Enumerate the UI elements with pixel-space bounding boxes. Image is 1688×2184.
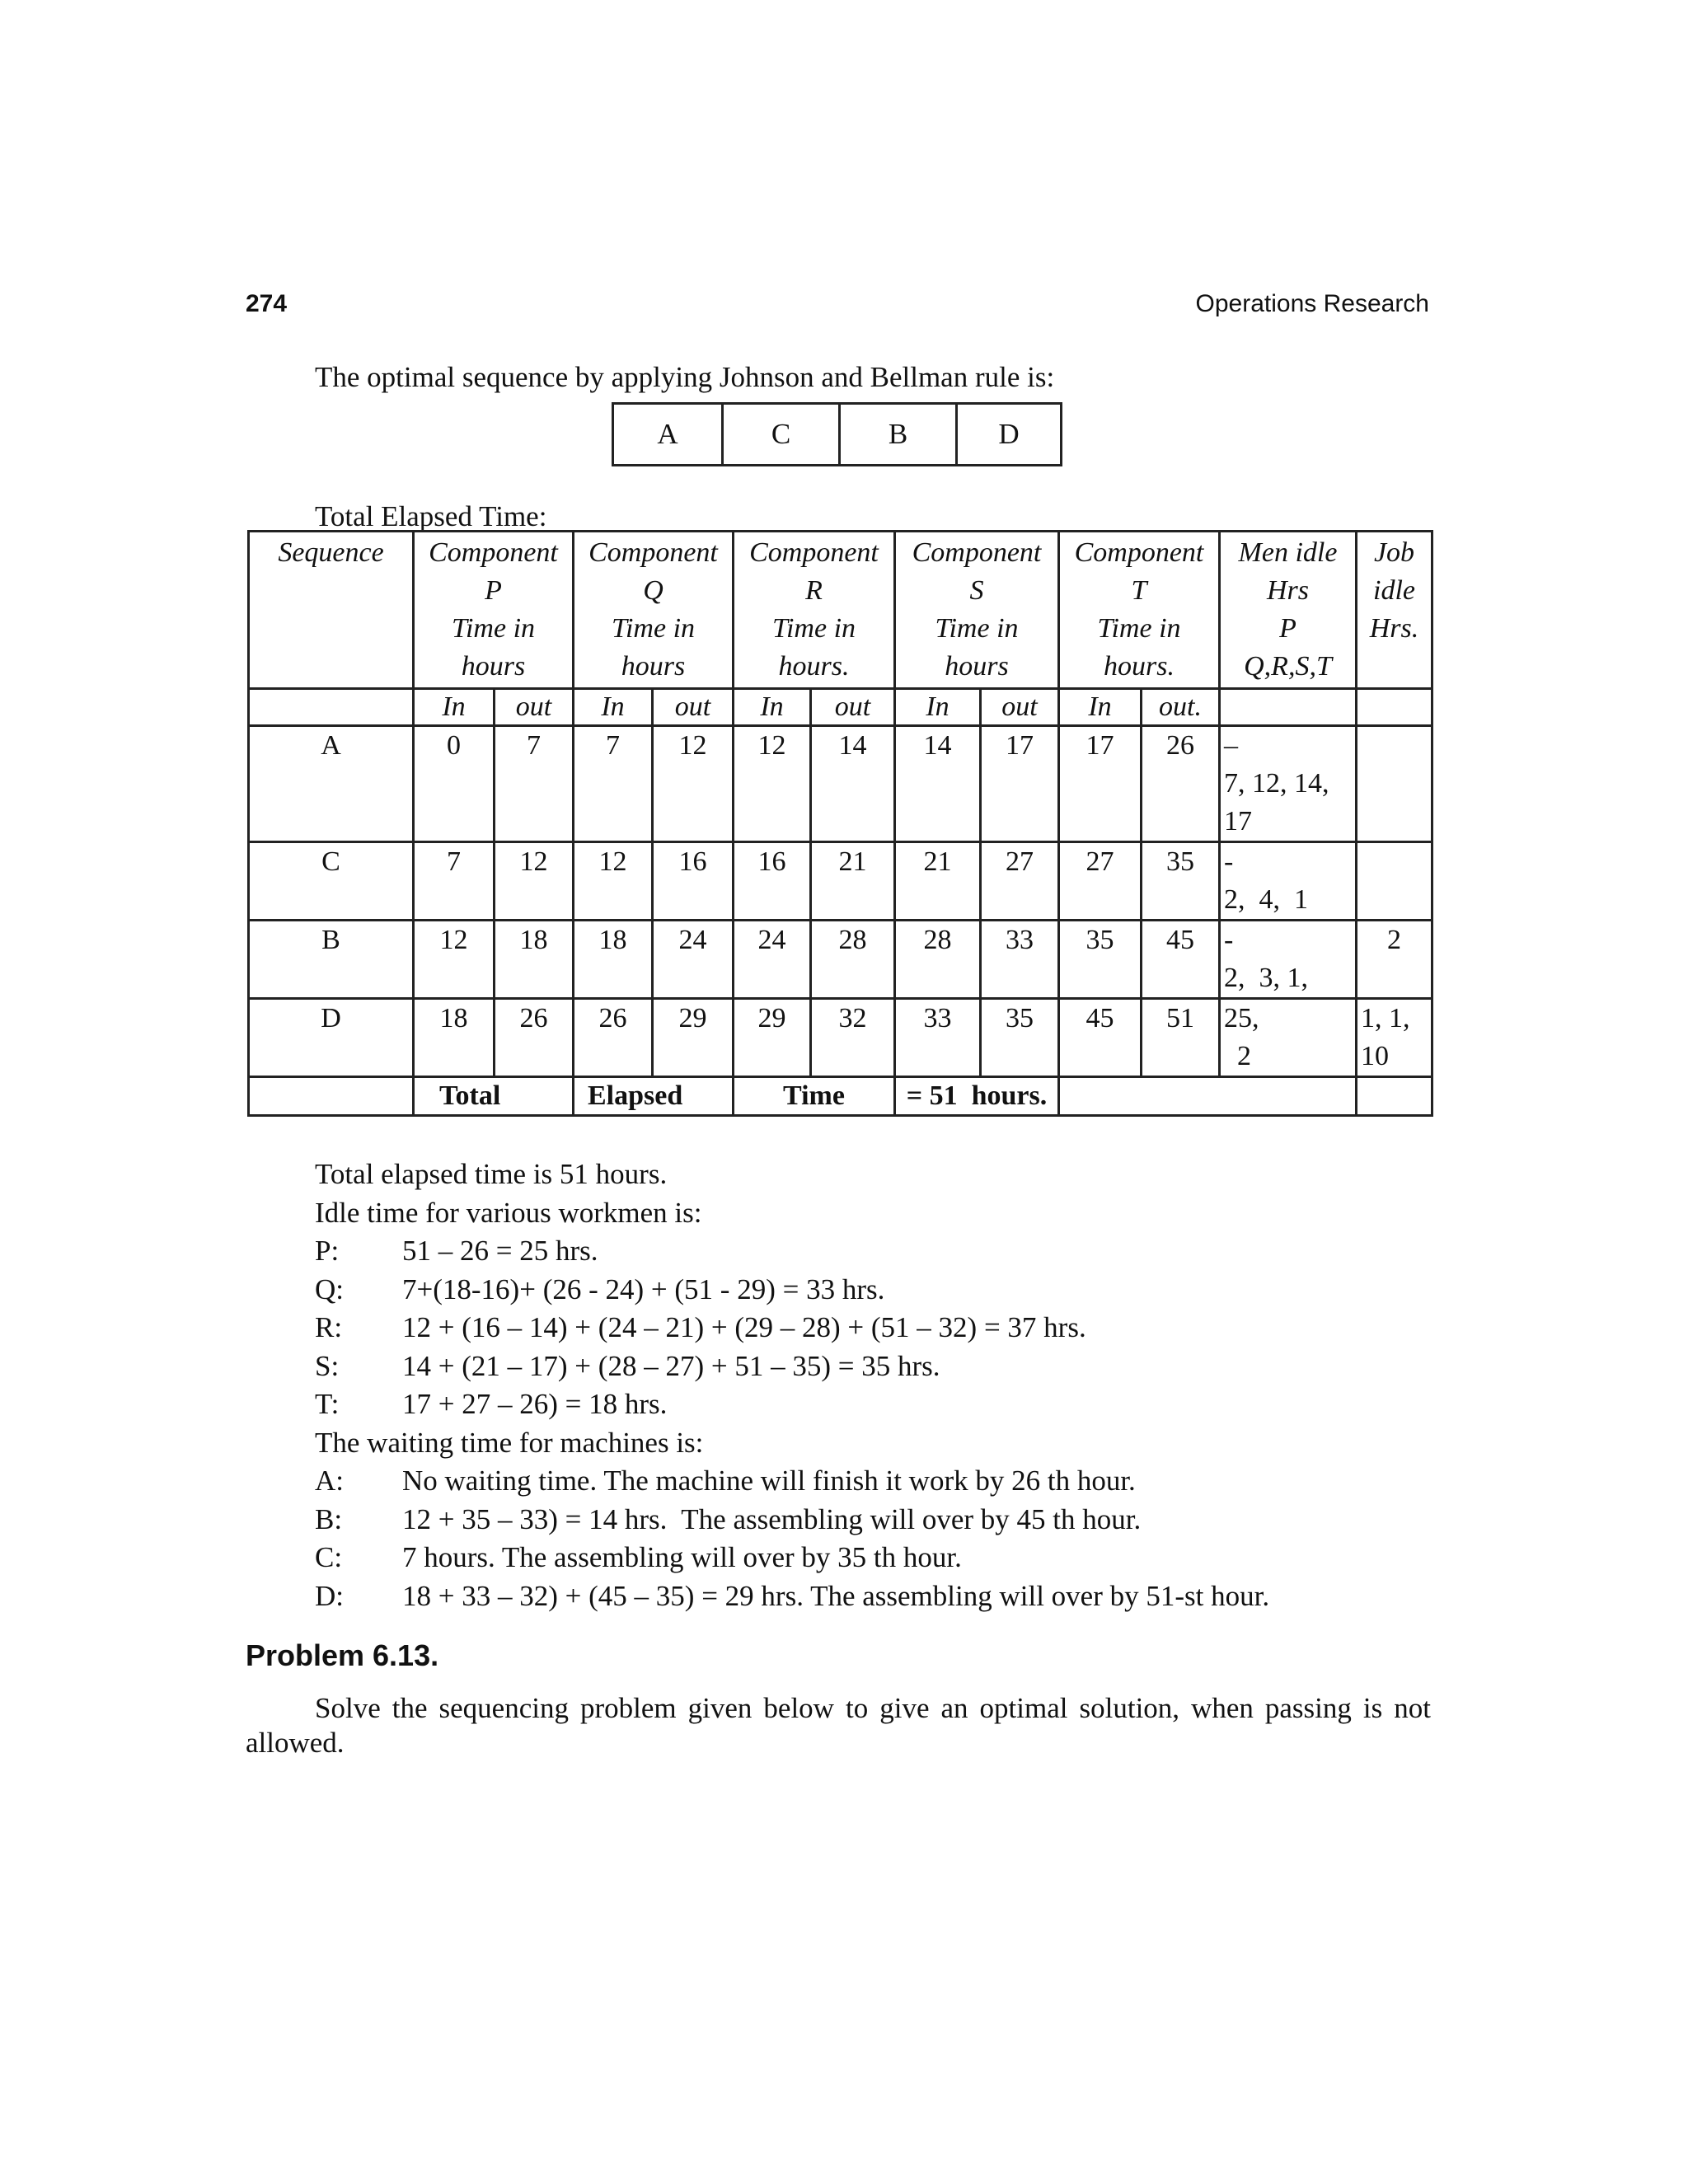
header-component-t: Component T Time in hours.: [1059, 532, 1220, 689]
table-cell: 12: [734, 726, 811, 842]
table-cell: 51: [1142, 999, 1220, 1077]
table-cell: 24: [653, 921, 734, 999]
table-cell: 7: [574, 726, 653, 842]
total-elapsed-sentence: Total elapsed time is 51 hours.: [315, 1158, 668, 1190]
men-idle-cell: 25, 2: [1220, 999, 1357, 1077]
intro-text: The optimal sequence by applying Johnson and Bellman rule is:: [315, 361, 1055, 393]
subheader-in: In: [1059, 689, 1142, 726]
subheader-empty: [1357, 689, 1432, 726]
subheader-out: out: [653, 689, 734, 726]
table-cell: 27: [981, 842, 1059, 921]
subheader-out: out: [811, 689, 895, 726]
header-sequence: Sequence: [249, 532, 414, 689]
footer-empty: [249, 1077, 414, 1116]
running-head: Operations Research: [1195, 290, 1429, 317]
subheader-empty: [1220, 689, 1357, 726]
sequence-cell: D: [957, 404, 1062, 466]
table-subheader-row: [249, 689, 1432, 726]
table-cell: 7: [495, 726, 574, 842]
men-idle-cell: – 7, 12, 14, 17: [1220, 726, 1357, 842]
waiting-line-c: C: 7 hours. The assembling will over by 35 th hour.: [315, 1541, 962, 1573]
table-cell: 29: [734, 999, 811, 1077]
table-row: [249, 999, 1432, 1077]
table-cell: 33: [981, 921, 1059, 999]
footer-empty: [1059, 1077, 1357, 1116]
waiting-line-b: B: 12 + 35 – 33) = 14 hrs. The assembling will over by 45 th hour.: [315, 1502, 1142, 1535]
idle-line-s: S: 14 + (21 – 17) + (28 – 27) + 51 – 35) = 35 hrs.: [315, 1349, 940, 1382]
men-idle-cell: - 2, 3, 1,: [1220, 921, 1357, 999]
table-cell: 45: [1142, 921, 1220, 999]
job-idle-cell: [1357, 726, 1432, 842]
subheader-out: out.: [1142, 689, 1220, 726]
footer-total: Total: [414, 1077, 574, 1116]
sequence-cell: C: [723, 404, 840, 466]
footer-time: Time: [734, 1077, 895, 1116]
table-cell: 7: [414, 842, 495, 921]
row-sequence: C: [249, 842, 414, 921]
table-cell: 28: [895, 921, 981, 999]
waiting-line-d: D: 18 + 33 – 32) + (45 – 35) = 29 hrs. The assembling will over by 51-st hour.: [315, 1579, 1270, 1612]
table-cell: 26: [1142, 726, 1220, 842]
row-sequence: B: [249, 921, 414, 999]
table-cell: 45: [1059, 999, 1142, 1077]
subheader-in: In: [414, 689, 495, 726]
problem-text: Solve the sequencing problem given below to give an optimal solution, when passing is not allowed.: [246, 1692, 1431, 1759]
table-cell: 28: [811, 921, 895, 999]
table-cell: 18: [495, 921, 574, 999]
table-row: [249, 726, 1432, 842]
table-cell: 14: [811, 726, 895, 842]
row-sequence: D: [249, 999, 414, 1077]
men-idle-cell: - 2, 4, 1: [1220, 842, 1357, 921]
subheader-in: In: [734, 689, 811, 726]
table-cell: 18: [414, 999, 495, 1077]
table-cell: 32: [811, 999, 895, 1077]
sequence-cell: A: [613, 404, 723, 466]
table-cell: 17: [1059, 726, 1142, 842]
subheader-in: In: [895, 689, 981, 726]
optimal-sequence-box: [612, 402, 1062, 466]
table-cell: 26: [574, 999, 653, 1077]
table-cell: 24: [734, 921, 811, 999]
table-cell: 35: [1142, 842, 1220, 921]
idle-line-q: Q: 7+(18-16)+ (26 - 24) + (51 - 29) = 33 hrs.: [315, 1272, 885, 1305]
elapsed-time-table: [247, 530, 1433, 1117]
job-idle-cell: [1357, 842, 1432, 921]
footer-empty: [1357, 1077, 1432, 1116]
table-cell: 17: [981, 726, 1059, 842]
table-cell: 21: [895, 842, 981, 921]
table-row: [249, 921, 1432, 999]
job-idle-cell: 1, 1, 10: [1357, 999, 1432, 1077]
table-cell: 12: [653, 726, 734, 842]
table-cell: 26: [495, 999, 574, 1077]
table-cell: 16: [734, 842, 811, 921]
table-header-row: [249, 532, 1432, 689]
table-footer-row: [249, 1077, 1432, 1116]
table-cell: 35: [1059, 921, 1142, 999]
footer-value: = 51 hours.: [895, 1077, 1059, 1116]
table-cell: 33: [895, 999, 981, 1077]
table-cell: 14: [895, 726, 981, 842]
table-cell: 27: [1059, 842, 1142, 921]
header-component-r: Component R Time in hours.: [734, 532, 895, 689]
job-idle-cell: 2: [1357, 921, 1432, 999]
problem-heading: Problem 6.13.: [246, 1638, 439, 1672]
footer-elapsed: Elapsed: [574, 1077, 734, 1116]
table-cell: 0: [414, 726, 495, 842]
header-job-idle: Job idle Hrs.: [1357, 532, 1432, 689]
sequence-cell: B: [840, 404, 957, 466]
subheader-out: out: [981, 689, 1059, 726]
header-component-s: Component S Time in hours: [895, 532, 1059, 689]
table-cell: 18: [574, 921, 653, 999]
waiting-line-a: A: No waiting time. The machine will finish it work by 26 th hour.: [315, 1465, 1136, 1497]
idle-intro: Idle time for various workmen is:: [315, 1196, 702, 1229]
subheader-out: out: [495, 689, 574, 726]
subheader-empty: [249, 689, 414, 726]
table-cell: 35: [981, 999, 1059, 1077]
row-sequence: A: [249, 726, 414, 842]
table-cell: 16: [653, 842, 734, 921]
idle-line-p: P: 51 – 26 = 25 hrs.: [315, 1235, 598, 1267]
header-component-p: Component P Time in hours: [414, 532, 574, 689]
table-cell: 12: [414, 921, 495, 999]
table-row: [249, 842, 1432, 921]
table-cell: 12: [495, 842, 574, 921]
total-elapsed-label: Total Elapsed Time:: [315, 500, 547, 532]
header-men-idle: Men idle Hrs P Q,R,S,T: [1220, 532, 1357, 689]
table-cell: 29: [653, 999, 734, 1077]
solution-text: [315, 1155, 1269, 1615]
subheader-in: In: [574, 689, 653, 726]
waiting-intro: The waiting time for machines is:: [315, 1426, 704, 1459]
idle-line-t: T: 17 + 27 – 26) = 18 hrs.: [315, 1388, 668, 1420]
header-component-q: Component Q Time in hours: [574, 532, 734, 689]
page-number: 274: [246, 290, 288, 317]
table-cell: 21: [811, 842, 895, 921]
table-cell: 12: [574, 842, 653, 921]
idle-line-r: R: 12 + (16 – 14) + (24 – 21) + (29 – 28) + (51 – 32) = 37 hrs.: [315, 1311, 1086, 1343]
